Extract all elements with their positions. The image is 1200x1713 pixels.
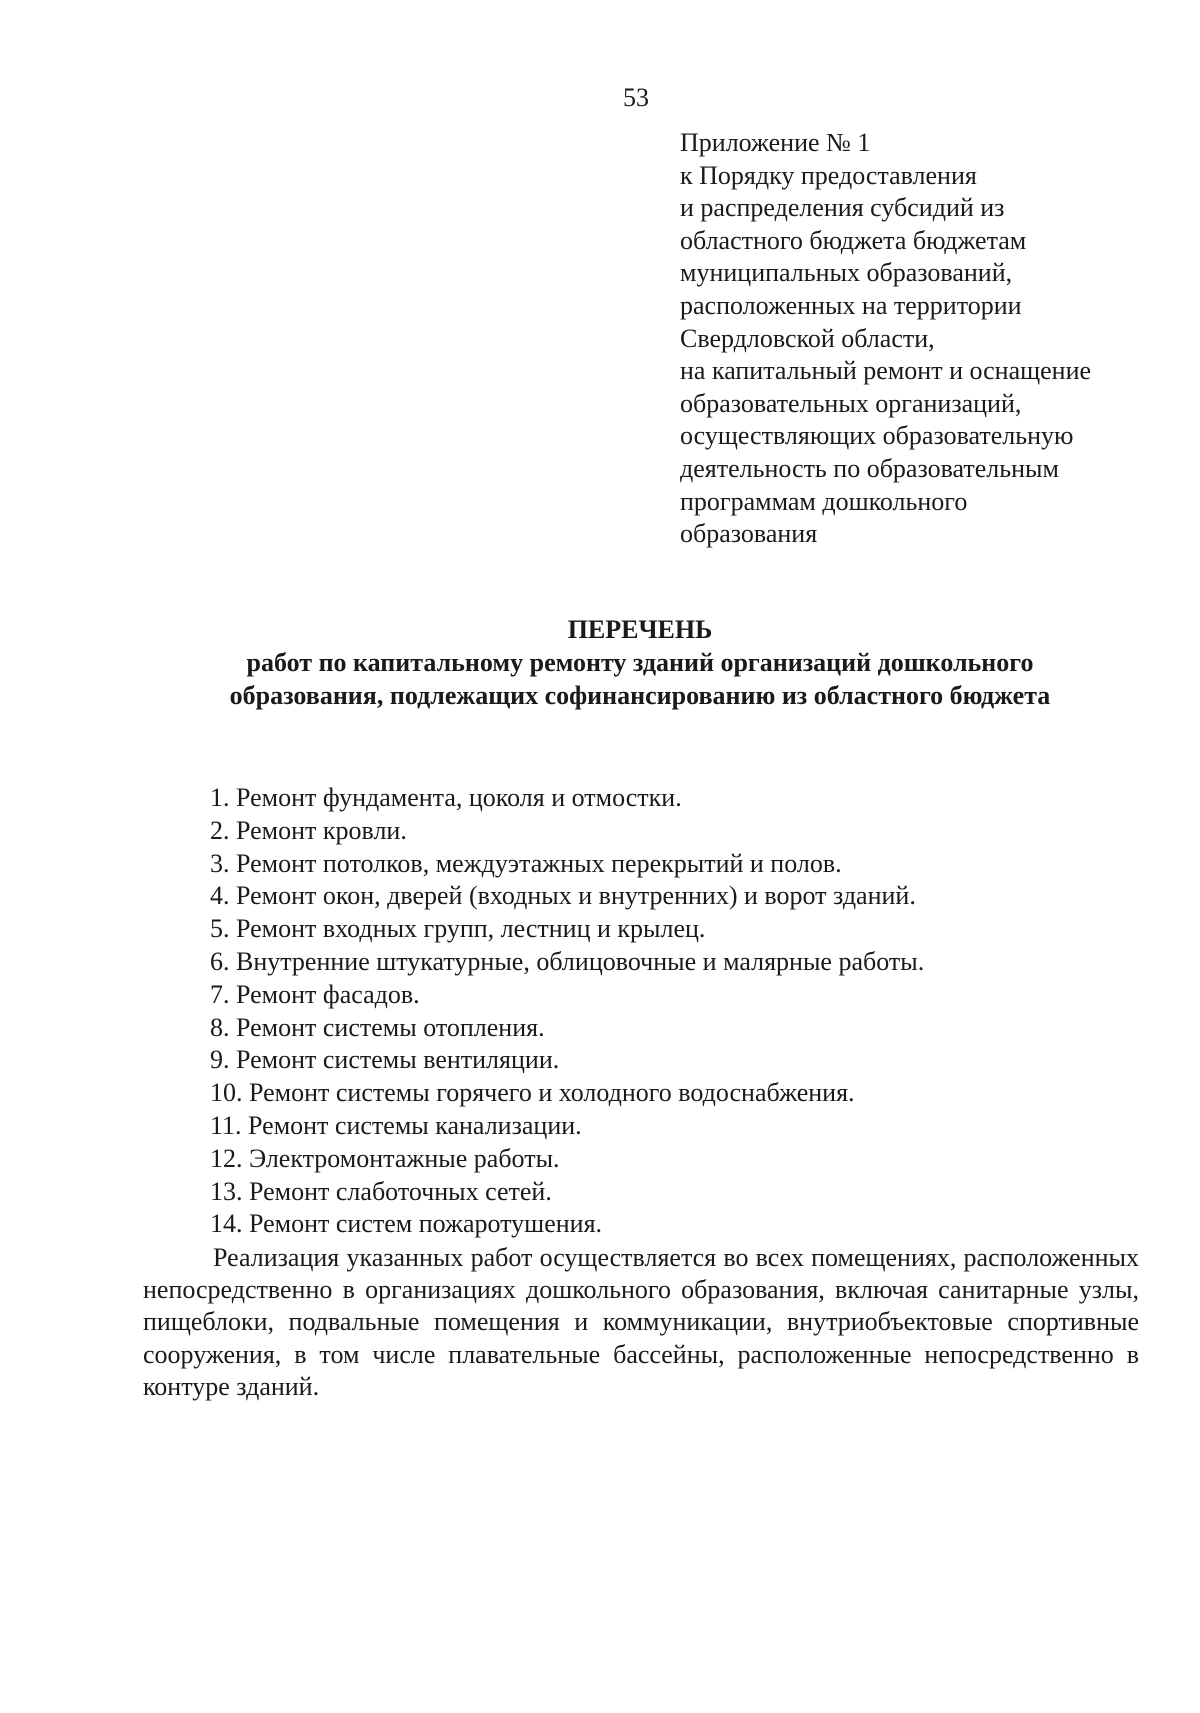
appendix-line: образования	[680, 519, 818, 549]
appendix-line: программам дошкольного	[680, 486, 968, 516]
appendix-line: на капитальный ремонт и оснащение	[680, 356, 1092, 386]
list-item: 8. Ремонт системы отопления.	[210, 1012, 545, 1042]
page-number: 53	[623, 83, 649, 112]
appendix-line: осуществляющих образовательную	[680, 421, 1074, 451]
works-list	[210, 782, 924, 1241]
appendix-line: муниципальных образований,	[680, 258, 1013, 288]
list-item: 9. Ремонт системы вентиляции.	[210, 1045, 560, 1075]
list-item: 10. Ремонт системы горячего и холодного водоснабжения.	[210, 1078, 855, 1108]
appendix-line: Приложение № 1	[680, 128, 871, 157]
appendix-line: образовательных организаций,	[680, 388, 1022, 418]
document-heading	[140, 613, 1140, 712]
list-item: 3. Ремонт потолков, междуэтажных перекрытий и полов.	[210, 848, 842, 878]
appendix-line: расположенных на территории	[680, 290, 1022, 320]
document-subtitle-line: образования, подлежащих софинансированию из областного бюджета	[229, 681, 1051, 710]
list-item: 6. Внутренние штукатурные, облицовочные и малярные работы.	[210, 946, 925, 976]
appendix-line: областного бюджета бюджетам	[680, 225, 1027, 255]
list-item: 12. Электромонтажные работы.	[210, 1143, 560, 1173]
list-item: 5. Ремонт входных групп, лестниц и крылец.	[210, 914, 706, 944]
appendix-line: деятельность по образовательным	[680, 453, 1059, 483]
list-item: 1. Ремонт фундамента, цоколя и отмостки.	[210, 783, 682, 812]
list-item: 14. Ремонт систем пожаротушения.	[210, 1209, 603, 1239]
list-item: 4. Ремонт окон, дверей (входных и внутренних) и ворот зданий.	[210, 881, 916, 911]
document-title: ПЕРЕЧЕНЬ	[567, 615, 713, 644]
list-item: 13. Ремонт слаботочных сетей.	[210, 1176, 552, 1206]
appendix-line: Свердловской области,	[680, 323, 935, 353]
list-item: 11. Ремонт системы канализации.	[210, 1110, 582, 1140]
list-item: 2. Ремонт кровли.	[210, 815, 407, 845]
list-item: 7. Ремонт фасадов.	[210, 979, 420, 1009]
document-subtitle-line: работ по капитальному ремонту зданий организаций дошкольного	[246, 648, 1034, 677]
implementation-paragraph: Реализация указанных работ осуществляется во всех помещениях, расположенных непосредственно в организациях дошкольного образования, включая санитарные узлы, пищеблоки, подвальные помещения и коммуникации, внутриобъектовые спортивные сооружения, в том числе плавательные бассейны, расположенные непосредственно в контуре зданий.	[143, 1243, 1139, 1401]
appendix-reference	[680, 127, 1180, 551]
appendix-line: и распределения субсидий из	[680, 193, 1005, 223]
appendix-line: к Порядку предоставления	[680, 160, 977, 190]
